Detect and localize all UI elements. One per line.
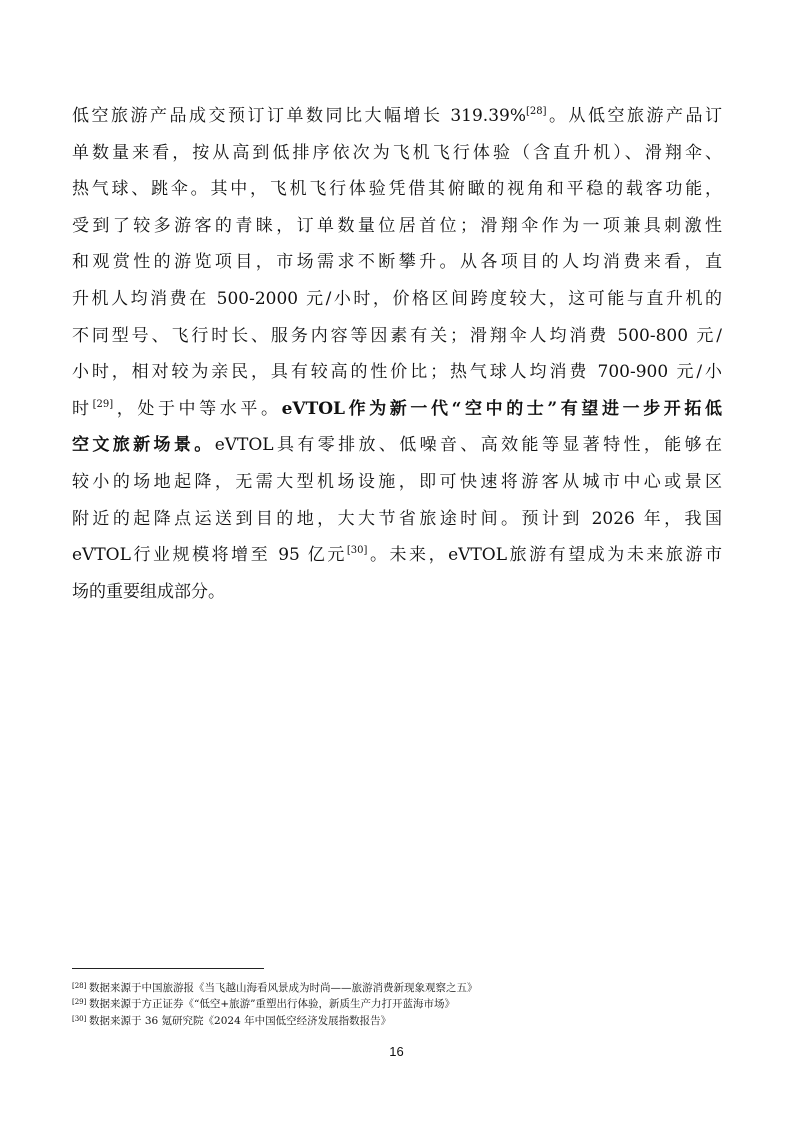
footnotes [72, 978, 732, 1027]
body-line-9 [72, 391, 722, 428]
body-line-6 [72, 281, 722, 318]
bold-highlight: 空文旅新场景。 [72, 435, 215, 456]
footnote-mark: [30] [72, 1014, 87, 1023]
footnote-ref-28[interactable]: [28] [526, 106, 547, 117]
footnote-mark: [28] [72, 982, 87, 990]
page-number: 16 [389, 1044, 404, 1059]
footnote-30 [72, 1011, 732, 1027]
text-run: eVTOL行业规模将增至 95 亿元 [72, 545, 347, 566]
bold-highlight: eVTOL作为新一代“空中的士”有望进一步开拓低 [281, 398, 722, 419]
body-line-3 [72, 171, 722, 208]
footnote-mark: [29] [72, 998, 87, 1007]
text-run: 场的重要组成部分。 [72, 581, 225, 602]
body-line-7 [72, 318, 722, 355]
text-run: 。未来，eVTOL旅游有望成为未来旅游市 [367, 545, 722, 566]
text-run: ，处于中等水平。 [113, 398, 282, 419]
text-run: 低空旅游产品成交预订订单数同比大幅增长 319.39% [72, 106, 526, 126]
footnote-ref-30[interactable]: [30] [346, 545, 368, 557]
text-run: 小时，相对较为亲民，具有较高的性价比；热气球人均消费 700-900 元/小 [72, 362, 722, 383]
text-run: 受到了较多游客的青睐，订单数量位居首位；滑翔伞作为一项兼具刺激性 [72, 215, 722, 236]
body-line-14 [72, 574, 722, 611]
footnote-separator [72, 968, 264, 969]
footnote-text: 数据来源于中国旅游报《当飞越山海看风景成为时尚——旅游消费新现象观察之五》 [89, 982, 478, 994]
text-run: 和观赏性的游览项目，市场需求不断攀升。从各项目的人均消费来看，直 [72, 252, 722, 273]
footnote-text: 数据来源于 36 氪研究院《2024 年中国低空经济发展指数报告》 [89, 1014, 392, 1027]
body-line-11 [72, 464, 722, 501]
body-text [72, 98, 722, 610]
text-run: 。从低空旅游产品订 [546, 106, 722, 126]
body-line-5 [72, 244, 722, 281]
body-line-2 [72, 135, 722, 172]
body-line-4 [72, 208, 722, 245]
body-line-10 [72, 427, 722, 464]
footnote-text: 数据来源于方正证券《“低空+旅游”重塑出行体验，新质生产力打开蓝海市场》 [89, 998, 456, 1011]
text-run: 附近的起降点运送到目的地，大大节省旅途时间。预计到 2026 年，我国 [72, 508, 722, 529]
body-line-13 [72, 537, 722, 574]
text-run: 单数量来看，按从高到低排序依次为飞机飞行体验（含直升机）、滑翔伞、 [72, 142, 722, 163]
body-line-12 [72, 501, 722, 538]
body-line-8 [72, 354, 722, 391]
text-run: 时 [72, 398, 93, 419]
text-run: 较小的场地起降，无需大型机场设施，即可快速将游客从城市中心或景区 [72, 471, 722, 492]
text-run: 热气球、跳伞。其中，飞机飞行体验凭借其俯瞰的视角和平稳的载客功能， [72, 179, 722, 200]
text-run: 升机人均消费在 500-2000 元/小时，价格区间跨度较大，这可能与直升机的 [72, 288, 722, 309]
footnote-28 [72, 978, 732, 994]
footnote-ref-29[interactable]: [29] [92, 398, 114, 410]
text-run: eVTOL具有零排放、低噪音、高效能等显著特性，能够在 [214, 435, 722, 456]
body-line-1 [72, 98, 722, 135]
footnote-29 [72, 994, 732, 1010]
text-run: 不同型号、飞行时长、服务内容等因素有关；滑翔伞人均消费 500-800 元/ [72, 325, 722, 346]
